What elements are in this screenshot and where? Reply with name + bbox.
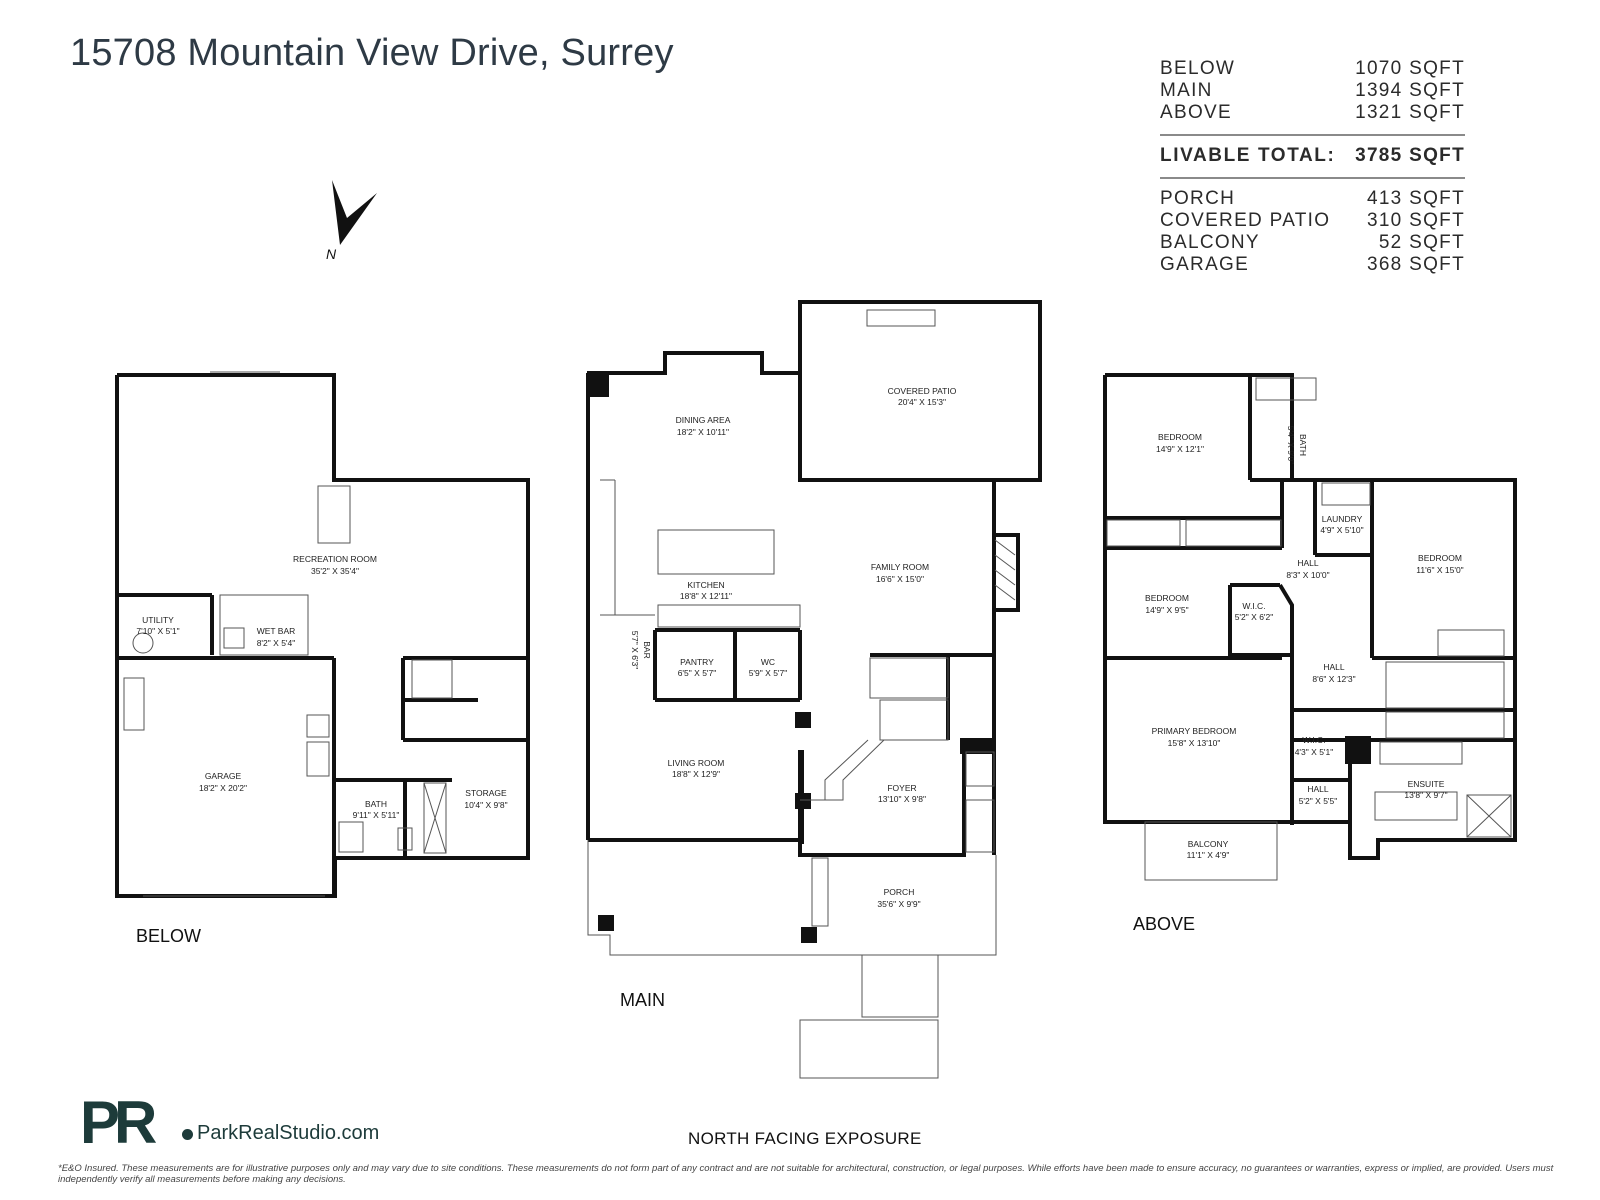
room-name: LIVING ROOM [667,758,725,768]
stat-label: ABOVE [1160,102,1232,123]
room-dimensions: 5'2" X 5'5" [1298,796,1338,806]
brand-name: ParkRealStudio.com [197,1122,380,1144]
main-floor [588,302,1040,1078]
brand-logo-icon: PR [80,1089,152,1156]
stat-label: COVERED PATIO [1160,210,1331,231]
stat-label: MAIN [1160,80,1213,101]
exposure-label: NORTH FACING EXPOSURE [688,1129,922,1148]
level-label-main: MAIN [620,990,665,1010]
room-dimensions: 35'2" X 35'4" [310,566,360,576]
room-name: BEDROOM [1145,593,1189,603]
room-dimensions: 7'10" X 5'1" [136,626,180,636]
room-name: ENSUITE [1407,779,1445,789]
room-name: LAUNDRY [1321,514,1363,524]
page-title: 15708 Mountain View Drive, Surrey [70,32,674,74]
stat-label: PORCH [1160,188,1236,209]
room-dimensions: 10'4" X 9'8" [464,800,508,810]
room-dimensions: 14'9" X 9'5" [1145,605,1189,615]
stat-label: GARAGE [1160,254,1250,275]
room-name: HALL [1297,558,1319,568]
room-name: W.I.C. [1242,601,1266,611]
room-name: PRIMARY BEDROOM [1151,726,1237,736]
room-dimensions: 18'8" X 12'9" [671,769,721,779]
room-name: UTILITY [142,615,174,625]
stat-value: 52 SQFT [1378,232,1465,253]
room-dimensions: 5'2" X 6'2" [1234,612,1274,622]
room-dimensions: 4'9" X 5'10" [1320,525,1364,535]
room-name: BATH [1298,433,1308,457]
brand-dot-icon [182,1129,193,1140]
room-name: W.I.C. [1302,735,1326,745]
room-dimensions: 11'6" X 15'0" [1416,565,1464,575]
room-name: FOYER [887,783,917,793]
total-label: LIVABLE TOTAL: [1160,145,1336,166]
room-dimensions: 6'5" X 5'7" [677,668,717,678]
room-dimensions: 18'8" X 12'11" [679,591,733,601]
stat-label: BELOW [1160,58,1236,79]
stat-value: 1394 SQFT [1355,80,1465,101]
total-value: 3785 SQFT [1355,145,1465,166]
room-name: PANTRY [680,657,714,667]
room-name: KITCHEN [687,580,725,590]
room-dimensions: 11'1" X 4'9" [1186,850,1230,860]
level-label-above: ABOVE [1133,914,1196,934]
room-dimensions: 5'4" X 9'0" [1286,425,1296,465]
room-name: BEDROOM [1158,432,1202,442]
room-name: BAR [642,641,652,659]
room-dimensions: 20'4" X 15'3" [897,397,947,407]
room-dimensions: 13'10" X 9'8" [877,794,927,804]
room-name: STORAGE [465,788,507,798]
room-dimensions: 18'2" X 10'11" [676,427,730,437]
room-dimensions: 18'2" X 20'2" [198,783,248,793]
room-dimensions: 5'7" X 6'3" [630,630,640,670]
room-dimensions: 16'6" X 15'0" [875,574,925,584]
room-dimensions: 8'2" X 5'4" [256,638,296,648]
compass-label: N [326,246,337,262]
room-dimensions: 14'9" X 12'1" [1155,444,1205,454]
room-name: HALL [1307,784,1329,794]
room-name: BATH [364,799,388,809]
room-dimensions: 15'8" X 13'10" [1167,738,1221,748]
room-dimensions: 9'11" X 5'11" [352,810,400,820]
room-dimensions: 5'9" X 5'7" [748,668,788,678]
room-name: PORCH [883,887,915,897]
north-arrow-icon [326,180,377,262]
room-dimensions: 8'6" X 12'3" [1312,674,1356,684]
room-name: FAMILY ROOM [870,562,930,572]
room-dimensions: 35'6" X 9'9" [877,899,921,909]
room-name: RECREATION ROOM [293,554,377,564]
stat-label: BALCONY [1160,232,1260,253]
stat-value: 368 SQFT [1366,254,1465,275]
level-label-below: BELOW [136,926,202,946]
room-name: BEDROOM [1418,553,1462,563]
stat-value: 1321 SQFT [1355,102,1465,123]
disclaimer: *E&O Insured. These measurements are for illustrative purposes only and may vary due to site conditions. These measurements do not form part of any contract and are not suitable for architectural, construction, or legal purposes. While efforts have been made to ensure accuracy, no guarantees or warranties, express or implied, are provided. Users must independently verify all measurements before making any decisions. [58,1163,1554,1185]
room-name: WET BAR [256,626,296,636]
room-name: WC [760,657,776,667]
room-name: COVERED PATIO [887,386,957,396]
room-name: GARAGE [204,771,242,781]
room-dimensions: 4'3" X 5'1" [1294,747,1334,757]
brand [178,1122,379,1146]
room-dimensions: 13'8" X 9'7" [1404,790,1448,800]
room-name: BALCONY [1187,839,1229,849]
room-dimensions: 8'3" X 10'0" [1286,570,1330,580]
stat-value: 1070 SQFT [1355,58,1465,79]
stat-value: 310 SQFT [1366,210,1465,231]
room-name: DINING AREA [675,415,731,425]
stat-value: 413 SQFT [1366,188,1465,209]
room-name: HALL [1323,662,1345,672]
